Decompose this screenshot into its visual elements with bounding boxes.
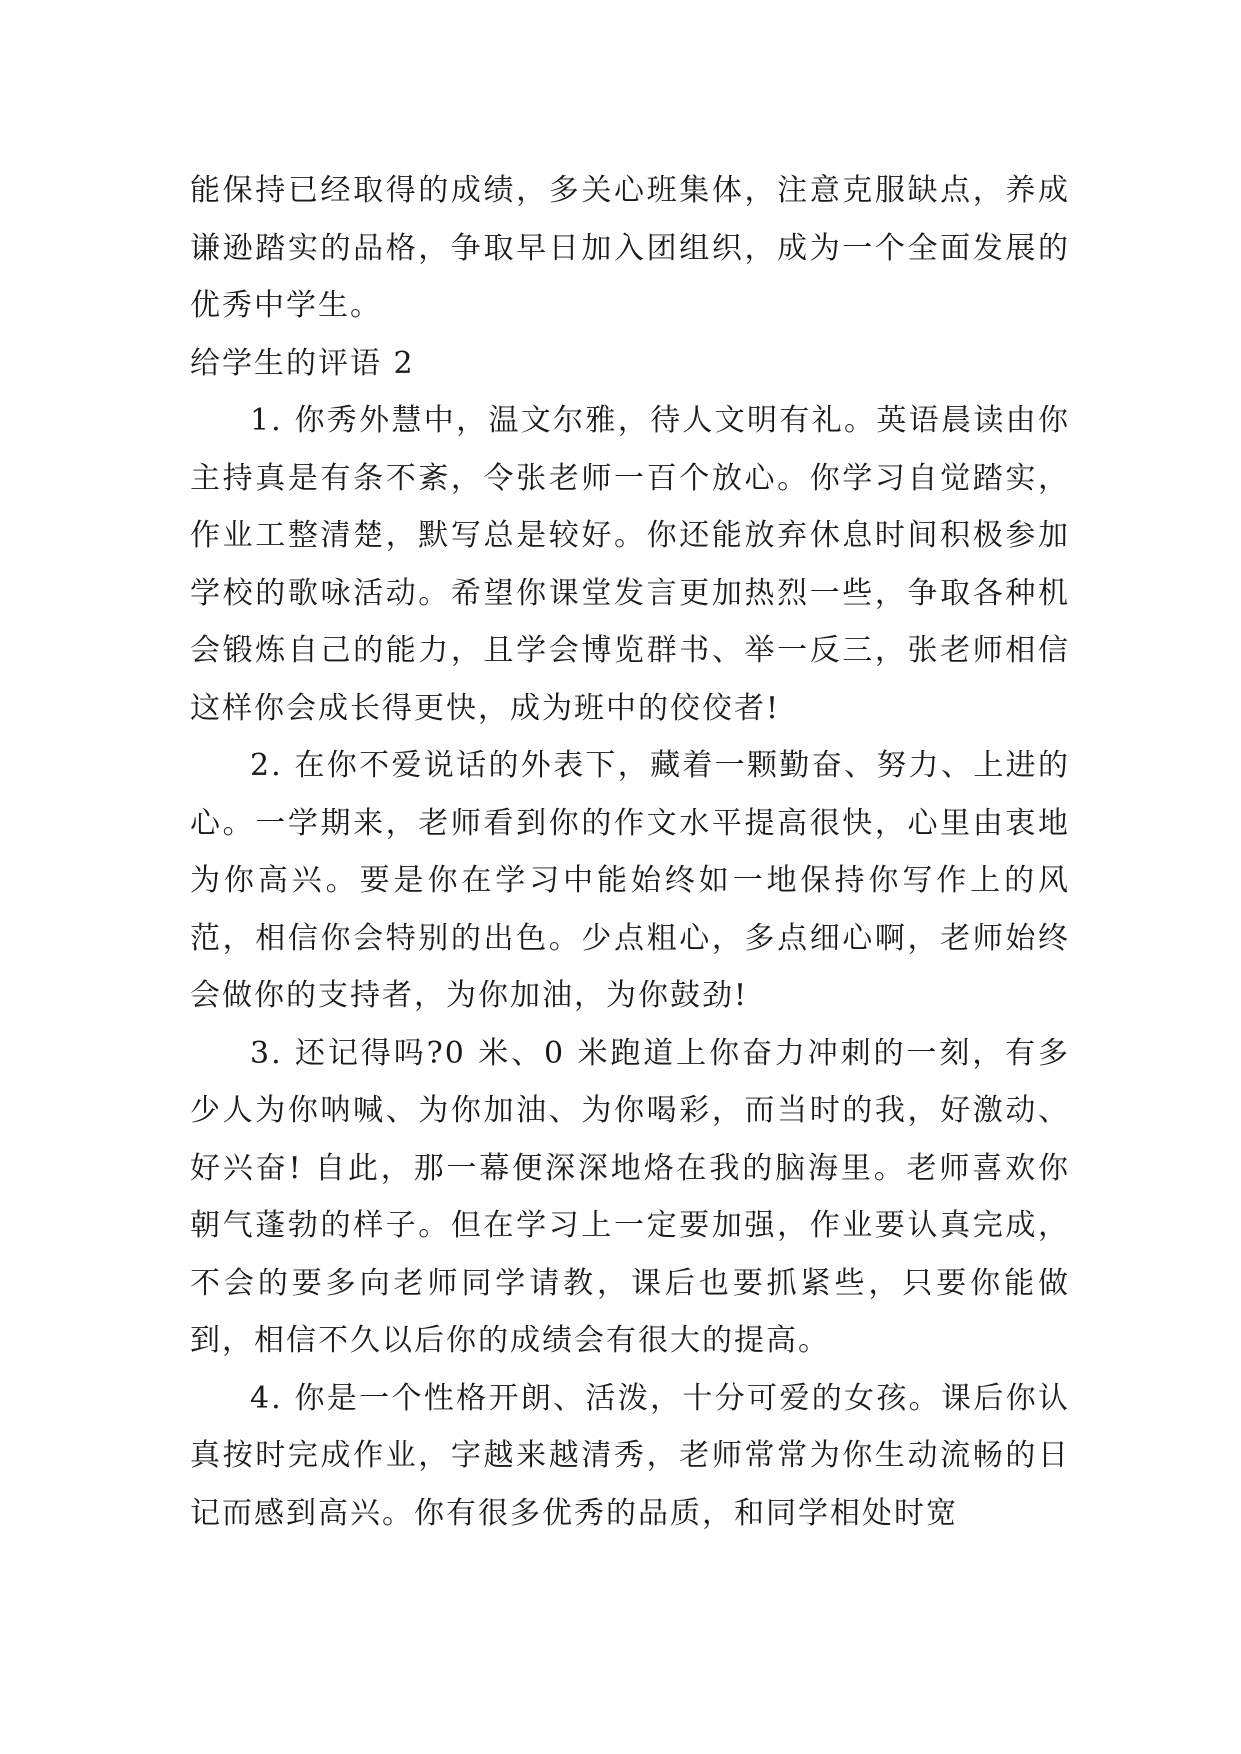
- paragraph-continuation: 能保持已经取得的成绩，多关心班集体，注意克服缺点，养成谦逊踏实的品格，争取早日加入团组织，成为一个全面发展的优秀中学生。: [190, 173, 1070, 323]
- comment-item-1: 1. 你秀外慧中，温文尔雅，待人文明有礼。英语晨读由你主持真是有条不紊，令张老师一百个放心。你学习自觉踏实，作业工整清楚，默写总是较好。你还能放弃休息时间积极参加学校的歌咏活动。希望你课堂发言更加热烈一些，争取各种机会锻炼自己的能力，且学会博览群书、举一反三，张老师相信这样你会成长得更快，成为班中的佼佼者!: [190, 403, 1070, 726]
- comment-item-3: 3. 还记得吗?0 米、0 米跑道上你奋力冲刺的一刻，有多少人为你呐喊、为你加油、为你喝彩，而当时的我，好激动、好兴奋! 自此，那一幕便深深地烙在我的脑海里。老师喜欢你朝气蓬勃的样子。但在学习上一定要加强，作业要认真完成，不会的要多向老师同学请教，课后也要抓紧些，只要你能做到，相信不久以后你的成绩会有很大的提高。: [190, 1035, 1070, 1358]
- comment-item-2: 2. 在你不爱说话的外表下，藏着一颗勤奋、努力、上进的心。一学期来，老师看到你的作文水平提高很快，心里由衷地为你高兴。要是你在学习中能始终如一地保持你写作上的风范，相信你会特别的出色。少点粗心，多点细心啊，老师始终会做你的支持者，为你加油，为你鼓劲!: [190, 748, 1070, 1013]
- comment-item-4: 4. 你是一个性格开朗、活泼，十分可爱的女孩。课后你认真按时完成作业，字越来越清秀，老师常常为你生动流畅的日记而感到高兴。你有很多优秀的品质，和同学相处时宽: [190, 1380, 1070, 1531]
- section-heading: 给学生的评语 2: [190, 345, 415, 381]
- document-body: [190, 162, 1070, 1542]
